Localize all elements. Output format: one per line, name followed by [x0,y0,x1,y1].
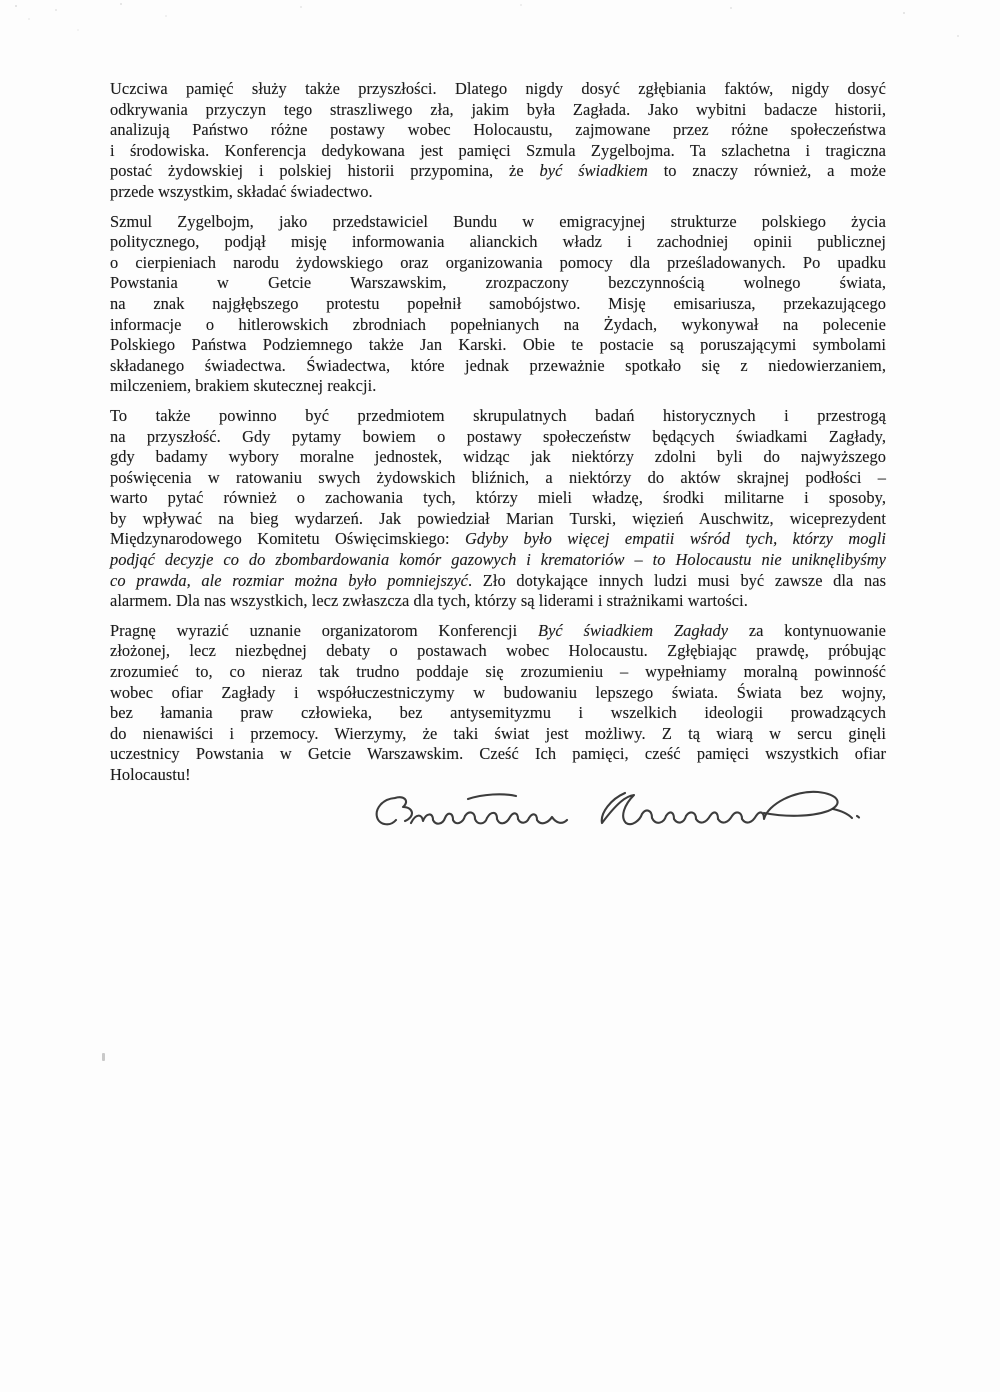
text-line [110,120,886,141]
text-segment: odkrywania przyczyn tego straszliwego zła, jakim była Zagłada. Jako wybitni badacze historii, [110,99,886,119]
italic-text-segment: podjąć decyzje co do zbombardowania komór gazowych i krematoriów – to Holocaustu nie uniknęlibyśmy [110,550,886,570]
text-line [110,550,886,571]
text-line [110,406,886,427]
text-line [110,232,886,253]
text-segment: milczeniem, brakiem skutecznej reakcji. [110,376,377,396]
text-segment: na przyszłość. Gdy pytamy bowiem o postawy społeczeństw będących świadkami Zagłady, [110,426,886,446]
paragraph-1 [110,79,886,203]
text-segment: poświęcenia w ratowaniu swych żydowskich bliźnich, a niektórzy do aktów skrajnej podłości – [110,467,886,487]
text-segment: o cierpieniach narodu żydowskiego oraz organizowania pomocy dla prześladowanych. Po upadku [110,252,886,272]
text-segment: Powstania w Getcie Warszawskim, zrozpaczony bezczynnością wolnego świata, [110,273,886,293]
text-segment: by wpływać na bieg wydarzeń. Jak powiedział Marian Turski, więzień Auschwitz, wiceprezydent [110,508,886,528]
text-line [110,253,886,274]
text-line [110,529,886,550]
text-segment: wobec ofiar Zagłady i współuczestniczymy w budowaniu lepszego świata. Świata bez wojny, [110,682,886,702]
italic-text-segment: Być świadkiem Zagłady [538,620,729,640]
italic-text-segment: być świadkiem [539,161,648,181]
text-segment: alarmem. Dla nas wszystkich, lecz zwłaszcza dla tych, którzy są liderami i strażnikami wartości. [110,591,748,611]
paragraph-2 [110,212,886,397]
text-line [110,376,886,397]
text-line [110,356,886,377]
text-segment: uczestnicy Powstania w Getcie Warszawskim. Cześć Ich pamięci, cześć pamięci wszystkich ofiar [110,744,886,764]
text-line [110,724,886,745]
text-segment: do nienawiści i przemocy. Wierzymy, że taki świat jest możliwy. Z tą wiarą w sercu ginęli [110,723,886,743]
text-line [110,468,886,489]
text-segment: Uczciwa pamięć służy także przyszłości. Dlatego nigdy dosyć zgłębiania faktów, nigdy dosyć [110,79,886,98]
italic-text-segment: Gdyby było więcej empatii wśród tych, którzy mogli [465,529,886,549]
text-segment: na znak najgłębszego protestu popełnił samobójstwo. Misję emisariusza, przekazującego [110,293,886,313]
text-line [110,161,886,182]
text-line [110,182,886,203]
text-line [110,571,886,592]
text-segment: zrozumieć to, co nieraz tak trudno poddaje się zrozumieniu – wypełniamy moralną powinność [110,662,886,682]
text-segment: postać żydowskiej i polskiej historii przypomina, że [110,161,540,181]
handwritten-signature [365,782,865,848]
text-segment: gdy badamy wybory moralne jednostek, widząc jak niektórzy zdolni byli do najwyższego [110,447,886,467]
text-line [110,509,886,530]
text-line [110,683,886,704]
text-segment: bez łamania praw człowieka, bez antysemityzmu i wszelkich ideologii prowadzących [110,703,886,723]
text-line [110,591,886,612]
paragraph-4 [110,621,886,786]
text-segment: . Zło dotykające innych ludzi musi być zawsze dla nas [467,570,886,590]
text-segment: Polskiego Państwa Podziemnego także Jan Karski. Obie te postacie są poruszającymi symbolami [110,335,886,355]
text-segment: To także powinno być przedmiotem skrupulatnych badań historycznych i przestrogą [110,405,886,425]
text-line [110,641,886,662]
text-line [110,212,886,233]
text-line [110,662,886,683]
text-segment: warto pytać również o zachowania tych, którzy mieli władzę, środki militarne i sposoby, [110,488,886,508]
text-segment: i środowiska. Konferencja dedykowana jest pamięci Szmula Zygelbojma. Ta szlachetna i tragiczna [110,140,886,160]
text-line [110,427,886,448]
signature-icon [365,782,865,848]
text-line [110,100,886,121]
text-line [110,335,886,356]
text-line [110,703,886,724]
text-segment: informacje o hitlerowskich zbrodniach popełnianych na Żydach, wykonywał na polecenie [110,314,886,334]
text-line [110,621,886,642]
text-segment: to znaczy również, a może [647,161,886,181]
text-line [110,79,886,100]
text-segment: Szmul Zygelbojm, jako przedstawiciel Bundu w emigracyjnej strukturze polskiego życia [110,211,886,231]
paragraph-3 [110,406,886,612]
text-line [110,273,886,294]
text-segment: przede wszystkim, składać świadectwo. [110,181,373,201]
text-line [110,315,886,336]
text-segment: składanego świadectwa. Świadectwa, które jednak przeważnie spotkało się z niedowierzaniem, [110,355,886,375]
text-line [110,141,886,162]
text-segment: analizują Państwo różne postawy wobec Holocaustu, zajmowane przez różne społeczeństwa [110,120,886,140]
text-segment: Międzynarodowego Komitetu Oświęcimskiego: [110,529,466,549]
text-segment: Holocaustu! [110,765,191,784]
text-segment: za kontynuowanie [728,620,886,640]
scan-noise-specks [15,5,17,7]
text-segment: Pragnę wyrazić uznanie organizatorom Konferencji [110,620,539,640]
text-line [110,447,886,468]
text-segment: politycznego, podjął misję informowania alianckich władz i zachodniej opinii publicznej [110,232,886,252]
text-segment: złożonej, lecz niezbędnej debaty o postawach wobec Holocaustu. Zgłębiając prawdę, próbując [110,641,886,661]
letter-body [110,79,886,795]
text-line [110,488,886,509]
text-line [110,744,886,765]
text-line [110,294,886,315]
scan-artifact-speck [102,1053,105,1061]
italic-text-segment: co prawda, ale rozmiar można było pomniejszyć [110,570,468,590]
